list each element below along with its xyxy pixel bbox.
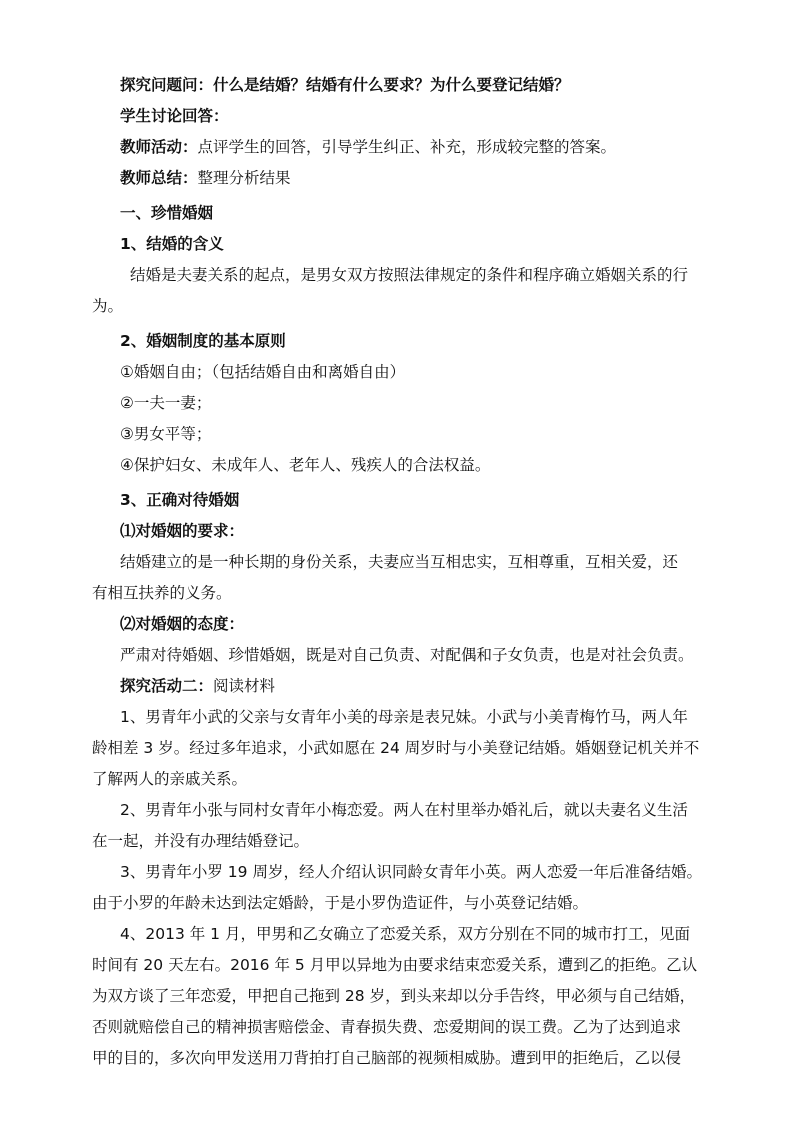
- subsection-title-principles: 2、婚姻制度的基本原则: [120, 332, 286, 350]
- case-1-line-3: 了解两人的亲戚关系。: [92, 770, 248, 788]
- case-3-line-2: 由于小罗的年龄未达到法定婚龄，于是小罗伪造证件，与小英登记结婚。: [92, 894, 589, 912]
- section-title-cherish-marriage: 一、珍惜婚姻: [120, 204, 214, 222]
- requirements-title: ⑴对婚姻的要求：: [120, 522, 245, 540]
- teacher-activity-text: 点评学生的回答，引导学生纠正、补充，形成较完整的答案。: [197, 138, 617, 156]
- case-4-line-5: 甲的目的，多次向甲发送用刀背拍打自己脑部的视频相威胁。遭到甲的拒绝后，乙以侵: [92, 1049, 682, 1067]
- case-4-line-1: 4、2013 年 1 月，甲男和乙女确立了恋爱关系，双方分别在不同的城市打工，见面: [120, 925, 690, 943]
- activity-two-line: [120, 671, 700, 702]
- question-heading: 探究问题问：什么是结婚？结婚有什么要求？为什么要登记结婚？: [120, 76, 570, 94]
- case-4-line-2: 时间有 20 天左右。2016 年 5 月甲以异地为由要求结束恋爱关系，遭到乙的拒绝。乙认: [92, 956, 698, 974]
- principle-item-1: ①婚姻自由；（包括结婚自由和离婚自由）: [120, 363, 406, 381]
- teacher-summary-text: 整理分析结果: [197, 169, 291, 187]
- activity-two-text: 阅读材料: [213, 677, 276, 695]
- case-1-line-1: 1、男青年小武的父亲与女青年小美的母亲是表兄妹。小武与小美青梅竹马，两人年: [120, 708, 688, 726]
- case-1-line-2: 龄相差 3 岁。经过多年追求，小武如愿在 24 周岁时与小美登记结婚。婚姻登记机关并不: [92, 739, 700, 757]
- principle-item-4: ④保护妇女、未成年人、老年人、残疾人的合法权益。: [120, 456, 491, 474]
- subsection-title-meaning: 1、结婚的含义: [120, 235, 224, 253]
- attitude-text: 严肃对待婚姻、珍惜婚姻，既是对自己负责、对配偶和子女负责，也是对社会负责。: [120, 646, 694, 664]
- teacher-activity-line: [120, 132, 700, 163]
- case-2-line-1: 2、男青年小张与同村女青年小梅恋爱。两人在村里举办婚礼后，就以夫妻名义生活: [120, 801, 688, 819]
- activity-two-label: 探究活动二：: [120, 677, 214, 695]
- student-discussion-label: 学生讨论回答：: [120, 107, 229, 125]
- case-4-line-4: 否则就赔偿自己的精神损害赔偿金、青春损失费、恋爱期间的误工费。乙为了达到追求: [92, 1018, 682, 1036]
- teacher-activity-label: 教师活动：: [120, 138, 198, 156]
- requirements-text-line-2: 有相互扶养的义务。: [92, 584, 232, 602]
- subsection-title-correct-attitude: 3、正确对待婚姻: [120, 491, 240, 509]
- principle-item-3: ③男女平等；: [120, 425, 212, 443]
- meaning-text-line-1: 结婚是夫妻关系的起点，是男女双方按照法律规定的条件和程序确立婚姻关系的行: [130, 266, 689, 284]
- teacher-summary-line: [120, 163, 700, 194]
- document-body: [92, 70, 702, 1074]
- principle-item-2: ②一夫一妻；: [120, 394, 212, 412]
- case-4-line-3: 为双方谈了三年恋爱，甲把自己拖到 28 岁，到头来却以分手告终，甲必须与自己结婚，: [92, 987, 696, 1005]
- requirements-text-line-1: 结婚建立的是一种长期的身份关系，夫妻应当互相忠实，互相尊重，互相关爱，还: [120, 553, 679, 571]
- meaning-text-line-2: 为。: [92, 297, 124, 315]
- attitude-title: ⑵对婚姻的态度：: [120, 615, 245, 633]
- case-3-line-1: 3、男青年小罗 19 周岁，经人介绍认识同龄女青年小英。两人恋爱一年后准备结婚。: [120, 863, 702, 881]
- case-2-line-2: 在一起，并没有办理结婚登记。: [92, 832, 310, 850]
- teacher-summary-label: 教师总结：: [120, 169, 198, 187]
